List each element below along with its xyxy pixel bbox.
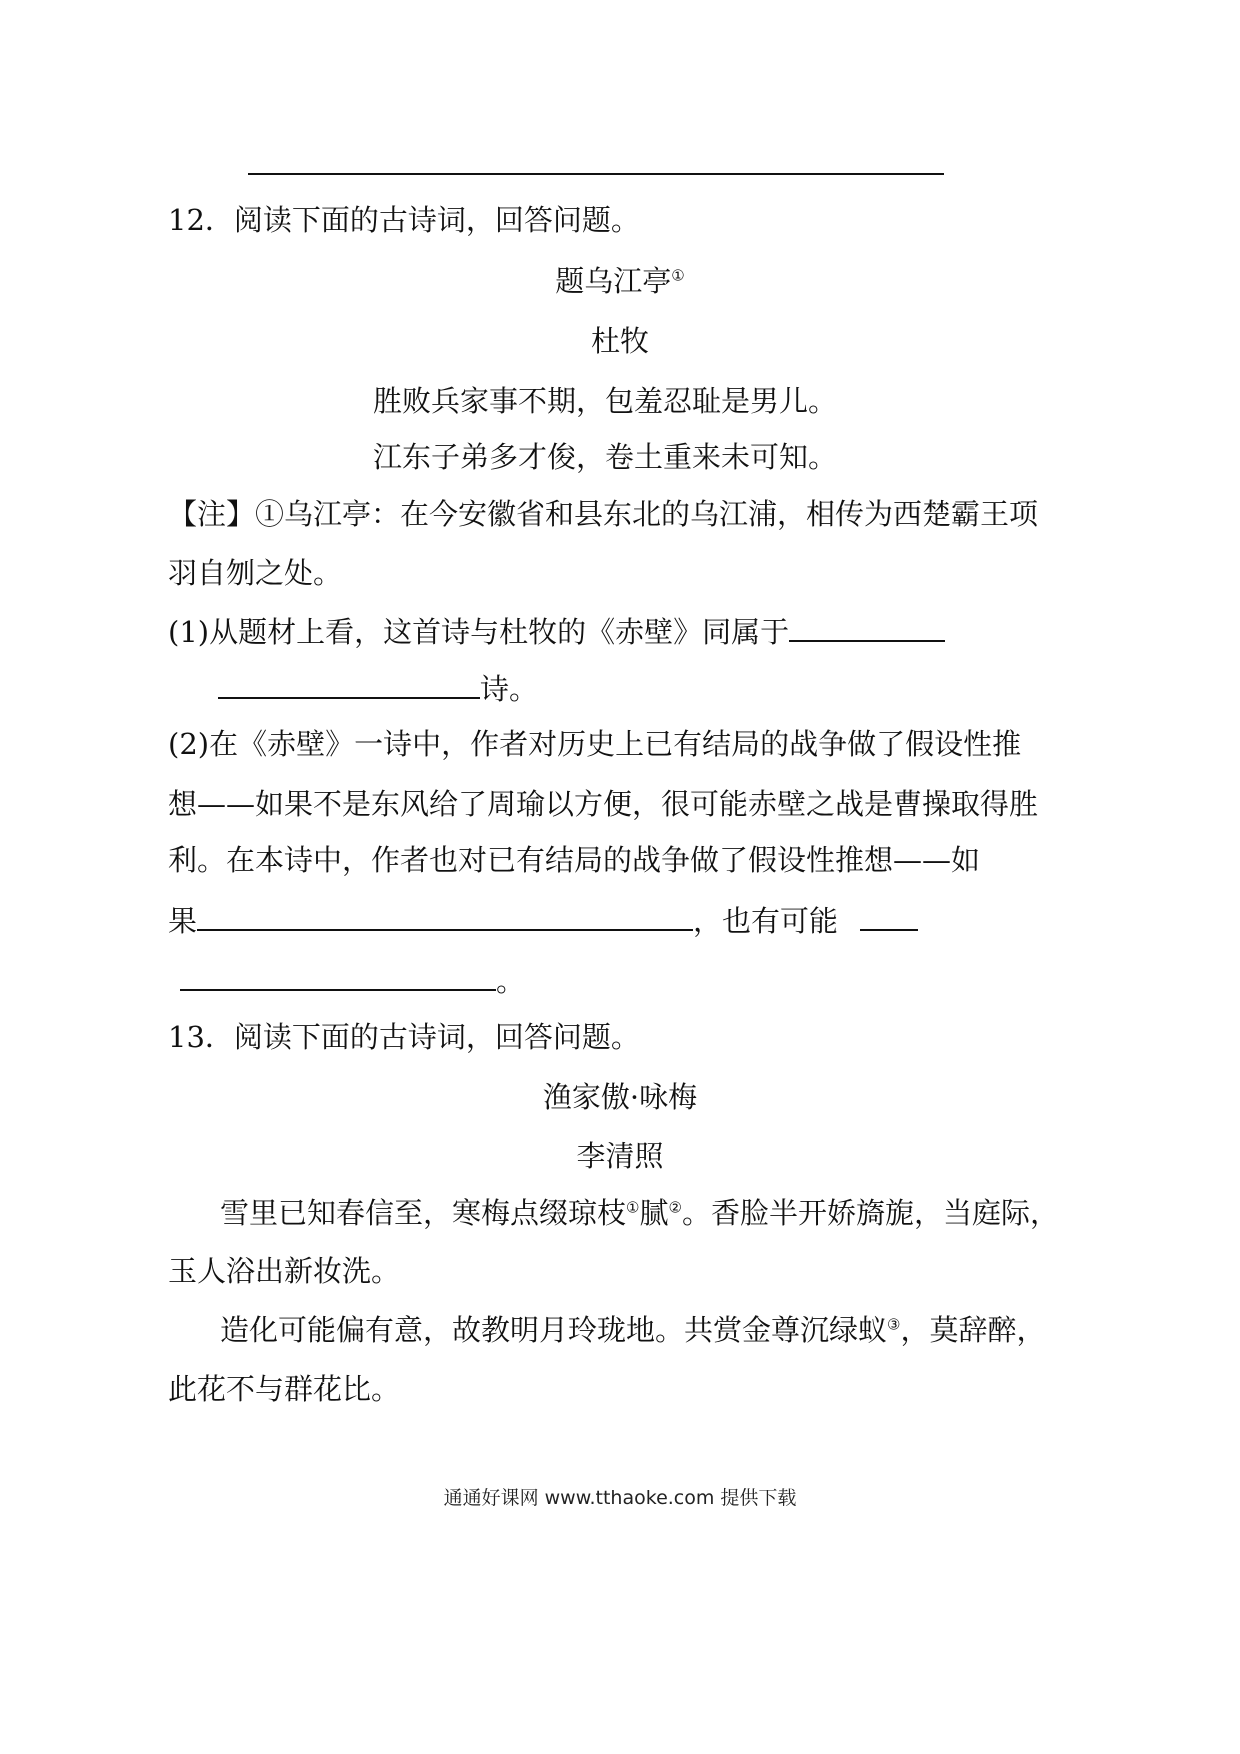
sub1-answer-blank-a[interactable] (789, 610, 945, 642)
p1-note-mark-1: ① (626, 1198, 640, 1217)
sub1-text: (1)从题材上看，这首诗与杜牧的《赤壁》同属于 (168, 615, 790, 649)
q12-sub1-line-2 (218, 667, 538, 709)
footer-download-note: 通通好课网 www.tthaoke.com 提供下载 (443, 1487, 797, 1509)
sub2-answer-blank-b[interactable] (860, 899, 918, 931)
q13-para-1-line-2: 玉人浴出新妆洗。 (168, 1254, 401, 1288)
sub2-answer-blank-a[interactable] (197, 899, 693, 931)
q13-prompt: 13．阅读下面的古诗词，回答问题。 (168, 1020, 640, 1054)
p1-b: 腻 (639, 1196, 669, 1230)
q12-prompt: 12．阅读下面的古诗词，回答问题。 (168, 203, 640, 237)
q12-sub2-line-2: 想——如果不是东风给了周瑜以方便，很可能赤壁之战是曹操取得胜 (168, 787, 1039, 821)
q12-author: 杜牧 (590, 324, 649, 358)
p1-c: 。香脸半开娇旖旎，当庭际， (681, 1196, 1059, 1230)
q13-author: 李清照 (576, 1139, 664, 1173)
sub1-end: 诗。 (480, 672, 539, 706)
q12-sub2-line-4 (168, 899, 918, 941)
q12-poem-line-2: 江东子弟多才俊，卷土重来未可知。 (373, 440, 838, 474)
p1-note-mark-2: ② (668, 1198, 682, 1217)
sub2-end: 。 (496, 964, 526, 998)
q12-note-line-2: 羽自刎之处。 (168, 556, 343, 590)
q12-sub2-line-5 (180, 959, 525, 1001)
q12-sub2-line-3: 利。在本诗中，作者也对已有结局的战争做了假设性推想——如 (168, 843, 981, 877)
top-rule (248, 173, 944, 175)
p2-note-mark: ③ (887, 1315, 901, 1334)
sub1-answer-blank-b[interactable] (218, 667, 480, 699)
p1-a: 雪里已知春信至，寒梅点缀琼枝 (220, 1196, 627, 1230)
sub2-if: 果 (168, 904, 198, 938)
q12-note-line-1: 【注】①乌江亭：在今安徽省和县东北的乌江浦，相传为西楚霸王项 (168, 497, 1039, 531)
title-note-mark: ① (671, 266, 685, 285)
sub2-answer-blank-c[interactable] (180, 959, 496, 991)
q13-poem-title: 渔家傲·咏梅 (542, 1080, 698, 1114)
q12-sub2-line-1: (2)在《赤壁》一诗中，作者对历史上已有结局的战争做了假设性推 (168, 727, 1022, 761)
p2-a: 造化可能偏有意，故教明月玲珑地。共赏金尊沉绿蚁 (220, 1313, 888, 1347)
q13-para-2-line-2: 此花不与群花比。 (168, 1372, 401, 1406)
q12-poem-line-1: 胜败兵家事不期，包羞忍耻是男儿。 (373, 384, 838, 418)
p2-b: ，莫辞醉， (900, 1313, 1046, 1347)
q12-poem-title (0, 261, 1240, 301)
q13-para-2-line-1 (220, 1310, 1045, 1350)
q12-sub1-line-1 (168, 610, 945, 652)
q13-para-1-line-1 (220, 1193, 1059, 1233)
poem-title-text: 题乌江亭 (555, 264, 672, 298)
sub2-also: ，也有可能 (693, 904, 839, 938)
